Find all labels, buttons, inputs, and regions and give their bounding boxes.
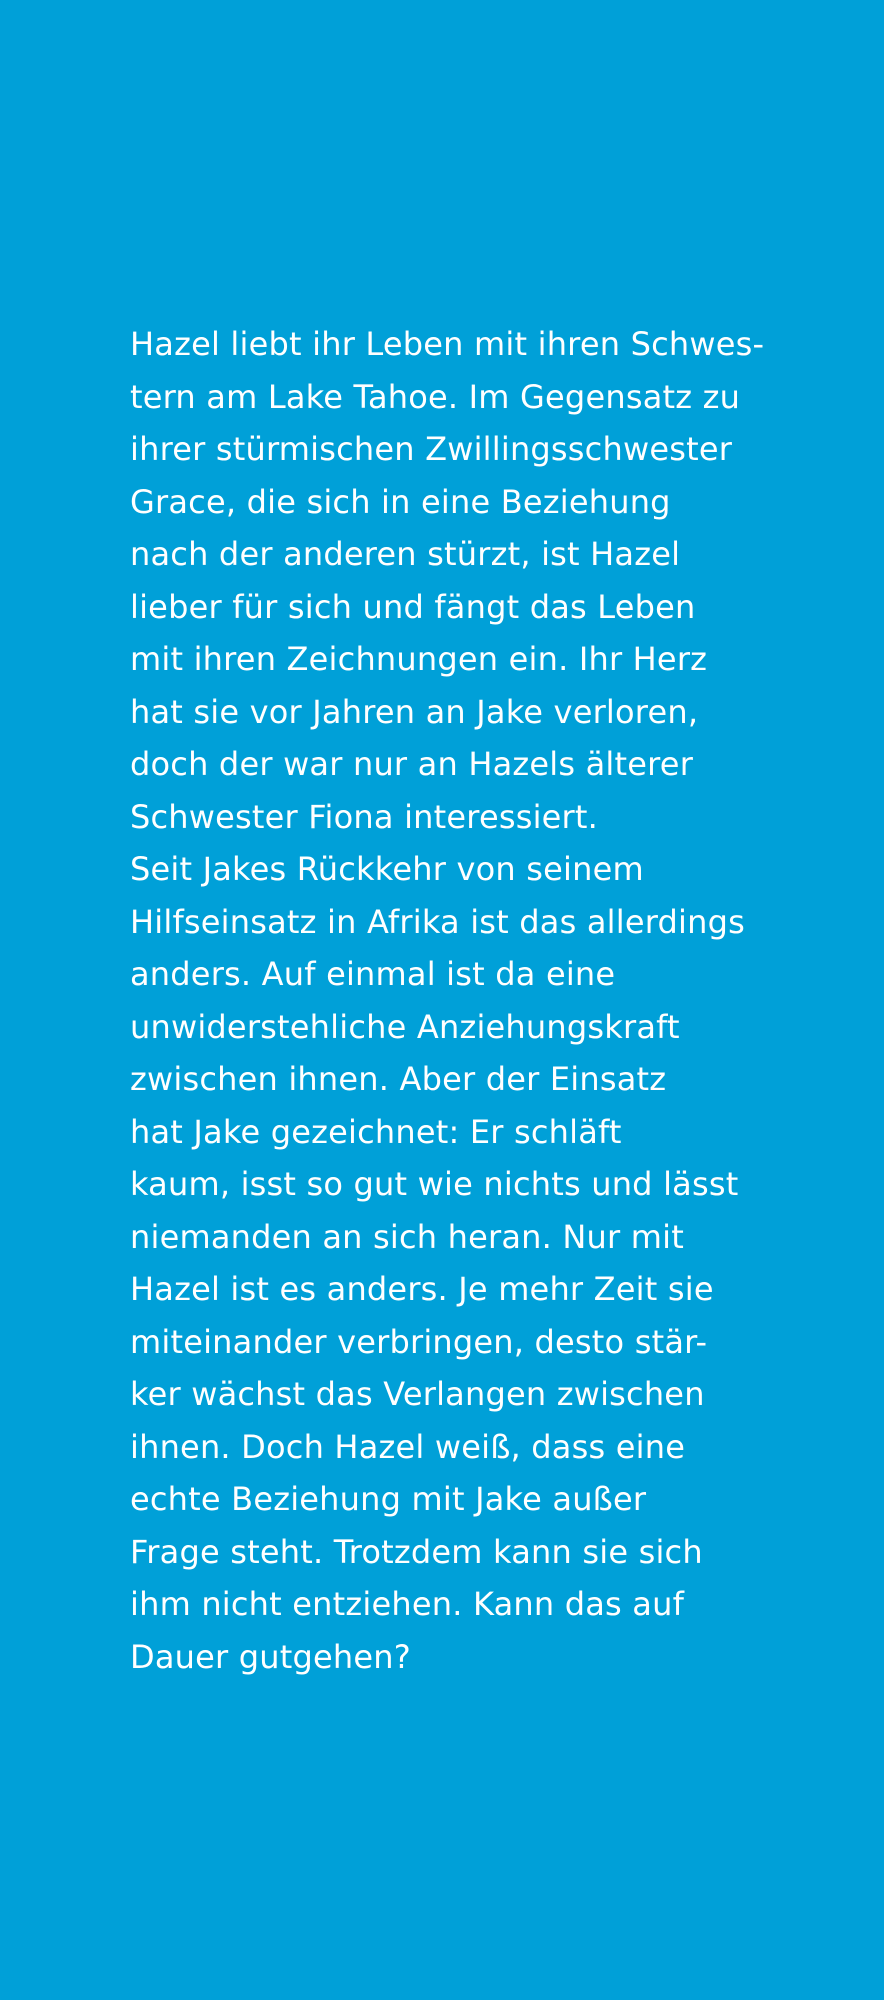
blurb-line: Frage steht. Trotzdem kann sie sich	[130, 1532, 703, 1571]
blurb-line: tern am Lake Tahoe. Im Gegensatz zu	[130, 377, 741, 416]
blurb-line: Hazel ist es anders. Je mehr Zeit sie	[130, 1270, 714, 1308]
blurb-line: miteinander verbringen, desto stär-	[130, 1322, 708, 1361]
blurb-line: niemanden an sich heran. Nur mit	[130, 1217, 684, 1256]
blurb-line: kaum, isst so gut wie nichts und lässt	[130, 1165, 739, 1203]
blurb-text	[130, 318, 810, 1683]
blurb-line: Grace, die sich in eine Beziehung	[130, 482, 671, 521]
blurb-line: hat Jake gezeichnet: Er schläft	[130, 1112, 622, 1151]
blurb-line: Hazel liebt ihr Leben mit ihren Schwes-	[130, 325, 765, 363]
blurb-line: Hilfseinsatz in Afrika ist das allerdings	[130, 902, 745, 941]
blurb-line: ker wächst das Verlangen zwischen	[130, 1375, 705, 1413]
blurb-line: hat sie vor Jahren an Jake verloren,	[130, 692, 699, 731]
blurb-line: lieber für sich und fängt das Leben	[130, 587, 696, 626]
blurb-line: Seit Jakes Rückkehr von seinem	[130, 850, 644, 888]
blurb-line: ihm nicht entziehen. Kann das auf	[130, 1585, 685, 1623]
blurb-line: Schwester Fiona interessiert.	[130, 797, 599, 836]
blurb-line: doch der war nur an Hazels älterer	[130, 745, 694, 783]
blurb-line: unwiderstehliche Anziehungskraft	[130, 1007, 680, 1046]
blurb-line: echte Beziehung mit Jake außer	[130, 1480, 647, 1518]
blurb-line: ihnen. Doch Hazel weiß, dass eine	[130, 1427, 686, 1466]
blurb-line: ihrer stürmischen Zwillingsschwester	[130, 430, 733, 468]
blurb-line: Dauer gutgehen?	[130, 1637, 411, 1676]
blurb-line: anders. Auf einmal ist da eine	[130, 955, 616, 993]
blurb-line: zwischen ihnen. Aber der Einsatz	[130, 1060, 667, 1098]
blurb-line: mit ihren Zeichnungen ein. Ihr Herz	[130, 640, 708, 678]
blurb-line: nach der anderen stürzt, ist Hazel	[130, 535, 681, 573]
